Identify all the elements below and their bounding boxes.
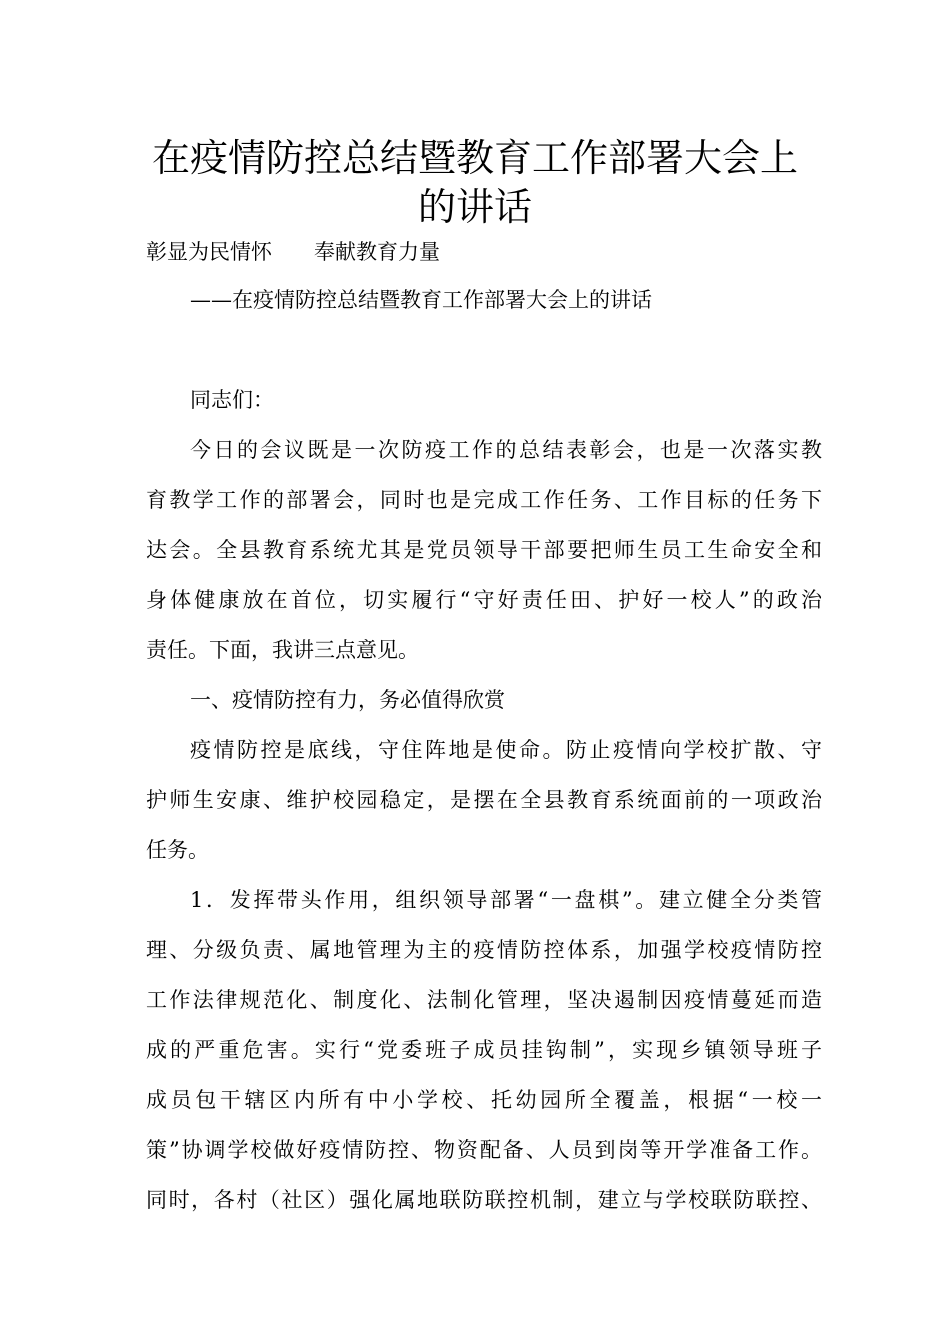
byline: ——在疫情防控总结暨教育工作部署大会上的讲话 [190, 288, 652, 312]
section-heading: 一、疫情防控有力，务必值得欣赏 [190, 688, 505, 712]
paragraph-line: 策”协调学校做好疫情防控、物资配备、人员到岗等开学准备工作。 [146, 1138, 822, 1162]
paragraph-line: 达会。全县教育系统尤其是党员领导干部要把师生员工生命安全和 [146, 538, 822, 562]
salutation: 同志们： [190, 388, 274, 412]
paragraph-line: 育教学工作的部署会，同时也是完成工作任务、工作目标的任务下 [146, 488, 822, 512]
paragraph-line: 身体健康放在首位，切实履行“守好责任田、护好一校人”的政治 [146, 588, 822, 612]
document-title-line-2: 的讲话 [417, 185, 532, 229]
paragraph-line: 疫情防控是底线，守住阵地是使命。防止疫情向学校扩散、守 [190, 738, 822, 762]
paragraph-line: 成的严重危害。实行“党委班子成员挂钩制”，实现乡镇领导班子 [146, 1038, 822, 1062]
paragraph-line: 护师生安康、维护校园稳定，是摆在全县教育系统面前的一项政治 [146, 788, 822, 812]
paragraph-line: 工作法律规范化、制度化、法制化管理，坚决遏制因疫情蔓延而造 [146, 988, 822, 1012]
paragraph-line: 同时，各村（社区）强化属地联防联控机制，建立与学校联防联控、 [146, 1188, 822, 1212]
document-title-line-1: 在疫情防控总结暨教育工作部署大会上 [151, 136, 798, 180]
paragraph-line: 今日的会议既是一次防疫工作的总结表彰会，也是一次落实教 [190, 438, 822, 462]
subtitle: 彰显为民情怀 奉献教育力量 [146, 240, 440, 264]
paragraph-line: 理、分级负责、属地管理为主的疫情防控体系，加强学校疫情防控 [146, 938, 822, 962]
paragraph-line: 责任。下面，我讲三点意见。 [146, 638, 419, 662]
paragraph-line: 任务。 [146, 838, 209, 862]
paragraph-line: 成员包干辖区内所有中小学校、托幼园所全覆盖，根据“一校一 [146, 1088, 822, 1112]
paragraph-line: 1．发挥带头作用，组织领导部署“一盘棋”。建立健全分类管 [190, 888, 822, 912]
